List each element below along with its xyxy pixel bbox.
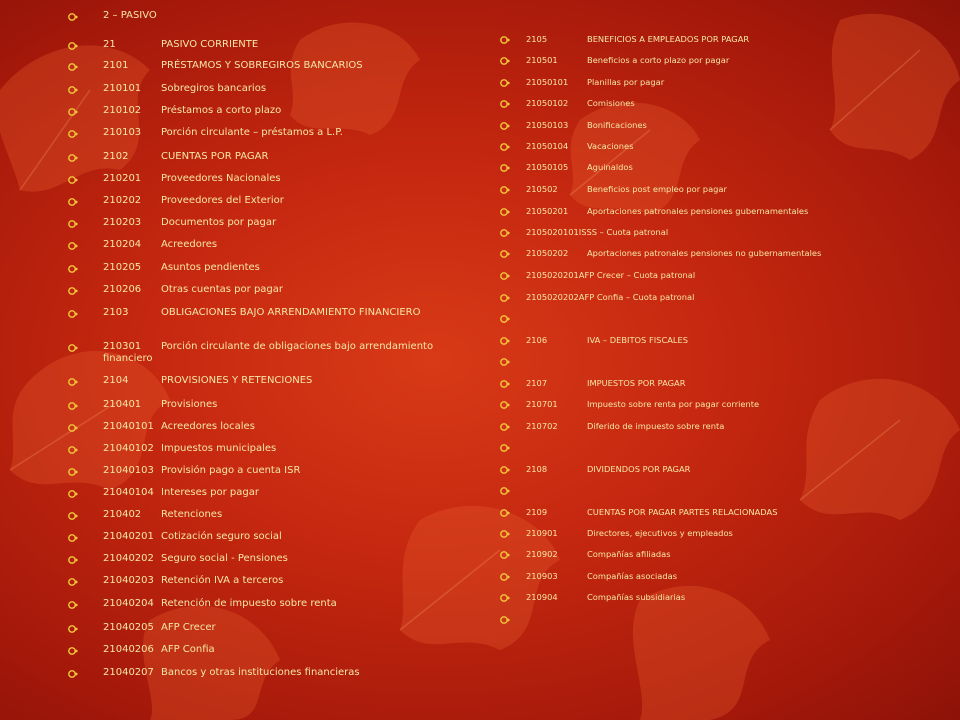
account-code: 210501 <box>526 55 558 65</box>
account-text <box>526 206 808 217</box>
account-text <box>103 575 283 587</box>
bullet-icon <box>68 533 80 543</box>
bullet-icon <box>68 241 80 251</box>
account-item <box>500 464 960 475</box>
bullet-icon <box>500 99 512 109</box>
account-code: 21040204 <box>103 598 154 609</box>
account-item <box>68 399 483 411</box>
account-item <box>68 487 483 499</box>
account-text <box>103 598 337 610</box>
account-code: 210701 <box>526 399 558 409</box>
account-item <box>500 270 960 281</box>
account-code: 21050104 <box>526 141 569 151</box>
account-text <box>103 399 217 411</box>
bullet-icon <box>500 185 512 195</box>
account-text <box>103 39 258 51</box>
account-item <box>500 141 960 152</box>
bullet-icon <box>500 508 512 518</box>
account-text <box>103 465 300 477</box>
account-code: 2107 <box>526 378 548 388</box>
account-label: Provisiones <box>161 399 218 410</box>
account-text <box>103 553 288 565</box>
account-text <box>526 248 821 259</box>
account-text <box>103 375 312 387</box>
account-item <box>68 151 483 163</box>
account-item <box>68 421 483 433</box>
account-text <box>103 217 276 229</box>
account-label: Retención de impuesto sobre renta <box>161 598 337 609</box>
account-code: 210901 <box>526 528 558 538</box>
bullet-icon <box>500 550 512 560</box>
account-code: 21040202 <box>103 553 154 564</box>
account-item <box>500 227 960 238</box>
account-item <box>68 644 483 656</box>
account-code: 2104 <box>103 375 129 386</box>
bullet-icon <box>68 423 80 433</box>
account-label: Porción circulante de obligaciones bajo arrendamiento financiero <box>103 341 434 364</box>
account-item <box>500 98 960 109</box>
bullet-icon <box>500 593 512 603</box>
account-label: Asuntos pendientes <box>161 262 260 273</box>
bullet-icon <box>500 572 512 582</box>
account-label: AFP Crecer – Cuota patronal <box>578 270 696 280</box>
account-text <box>526 528 733 539</box>
account-item <box>500 507 960 518</box>
bullet-icon <box>500 400 512 410</box>
account-item <box>500 549 960 560</box>
account-text <box>103 83 266 95</box>
account-item <box>68 173 483 185</box>
account-text <box>526 34 749 45</box>
account-text <box>526 184 727 195</box>
account-text <box>103 105 281 117</box>
bullet-icon <box>68 197 80 207</box>
account-code: 2101 <box>103 60 129 71</box>
account-text <box>103 341 483 365</box>
account-label: Directores, ejecutivos y empleados <box>587 528 733 538</box>
account-text <box>526 55 729 66</box>
account-item <box>68 531 483 543</box>
account-code: 2109 <box>526 507 548 517</box>
account-item <box>500 120 960 131</box>
account-text <box>103 60 363 72</box>
account-item <box>68 239 483 251</box>
bullet-icon <box>68 445 80 455</box>
bullet-icon <box>500 422 512 432</box>
account-label: Porción circulante – préstamos a L.P. <box>161 127 343 138</box>
account-text <box>526 270 695 281</box>
bullet-icon <box>68 286 80 296</box>
account-label: Impuesto sobre renta por pagar corriente <box>587 399 760 409</box>
account-text <box>526 507 777 518</box>
bullet-icon <box>68 511 80 521</box>
account-text <box>526 120 647 131</box>
account-code: 210206 <box>103 284 142 295</box>
account-text <box>526 141 633 152</box>
account-label: PRÉSTAMOS Y SOBREGIROS BANCARIOS <box>161 60 363 71</box>
account-code: 210402 <box>103 509 142 520</box>
account-text <box>526 98 635 109</box>
account-text <box>526 378 686 389</box>
account-label: Retenciones <box>161 509 223 520</box>
account-text <box>526 335 688 346</box>
account-label: Diferido de impuesto sobre renta <box>587 421 725 431</box>
account-label: PROVISIONES Y RETENCIONES <box>161 375 313 386</box>
account-item <box>500 335 960 346</box>
bullet-icon <box>500 336 512 346</box>
account-code: 21040206 <box>103 644 154 655</box>
account-item <box>68 39 483 51</box>
account-item <box>500 592 960 603</box>
account-item <box>68 553 483 565</box>
account-item <box>500 248 960 259</box>
bullet-icon <box>500 379 512 389</box>
account-code: 210102 <box>103 105 142 116</box>
account-code: 2108 <box>526 464 548 474</box>
account-item <box>68 127 483 139</box>
account-text <box>526 549 671 560</box>
account-code: 21050102 <box>526 98 569 108</box>
bullet-icon <box>68 600 80 610</box>
account-label: ISSS – Cuota patronal <box>578 227 669 237</box>
account-label: Comisiones <box>587 98 635 108</box>
account-label: Proveedores del Exterior <box>161 195 284 206</box>
account-text <box>526 77 664 88</box>
account-label: PASIVO CORRIENTE <box>161 39 259 50</box>
bullet-icon <box>68 219 80 229</box>
account-label: Bonificaciones <box>587 120 647 130</box>
account-code: 21050202 <box>526 248 569 258</box>
account-label: Cotización seguro social <box>161 531 282 542</box>
bullet-icon <box>500 314 512 324</box>
bullet-icon <box>500 529 512 539</box>
account-label: Retención IVA a terceros <box>161 575 284 586</box>
account-code: 210502 <box>526 184 558 194</box>
account-item <box>68 307 483 319</box>
bullet-icon <box>68 669 80 679</box>
bullet-icon <box>500 486 512 496</box>
account-label: Seguro social - Pensiones <box>161 553 288 564</box>
account-text <box>103 531 282 543</box>
account-text <box>103 487 259 499</box>
account-item <box>500 55 960 66</box>
bullet-icon <box>500 56 512 66</box>
account-text <box>103 421 255 433</box>
account-text <box>103 262 260 274</box>
bullet-icon <box>68 467 80 477</box>
account-label: Aportaciones patronales pensiones gubernamentales <box>587 206 809 216</box>
account-item <box>68 375 483 387</box>
account-label: Vacaciones <box>587 141 634 151</box>
account-code: 2105 <box>526 34 548 44</box>
account-code: 2102 <box>103 151 129 162</box>
account-label: Préstamos a corto plazo <box>161 105 282 116</box>
account-text <box>103 644 215 656</box>
account-label: Compañías subsidiarias <box>587 592 686 602</box>
account-code: 21 <box>103 39 116 50</box>
account-text <box>103 284 283 296</box>
account-item <box>500 571 960 582</box>
account-code: 21040103 <box>103 465 154 476</box>
bullet-icon <box>68 62 80 72</box>
account-item <box>68 598 483 610</box>
account-text <box>103 307 421 319</box>
account-text <box>526 592 685 603</box>
account-code: 210203 <box>103 217 142 228</box>
bullet-icon <box>68 489 80 499</box>
account-item <box>68 60 483 72</box>
bullet-icon <box>68 12 80 22</box>
bullet-icon <box>500 293 512 303</box>
bullet-icon <box>500 35 512 45</box>
bullet-icon <box>68 343 80 353</box>
account-item <box>68 509 483 521</box>
bullet-icon <box>68 646 80 656</box>
account-item <box>500 378 960 389</box>
account-code: 210205 <box>103 262 142 273</box>
account-text <box>526 399 759 410</box>
account-label: Bancos y otras instituciones financieras <box>161 667 360 678</box>
account-text <box>103 443 276 455</box>
account-item <box>68 217 483 229</box>
bullet-icon <box>68 153 80 163</box>
account-text <box>103 151 268 163</box>
account-label: Aportaciones patronales pensiones no gubernamentales <box>587 248 822 258</box>
bullet-icon <box>68 41 80 51</box>
bullet-icon <box>500 249 512 259</box>
account-code: 21040104 <box>103 487 154 498</box>
account-label: Proveedores Nacionales <box>161 173 281 184</box>
account-code: 210204 <box>103 239 142 250</box>
account-item <box>500 184 960 195</box>
bullet-icon <box>68 624 80 634</box>
account-item <box>500 77 960 88</box>
account-item <box>68 262 483 274</box>
bullet-icon <box>68 175 80 185</box>
bullet-icon <box>68 577 80 587</box>
account-label: IVA – DEBITOS FISCALES <box>587 335 689 345</box>
account-code: 2105020201 <box>526 270 579 280</box>
account-item <box>68 284 483 296</box>
account-text <box>526 292 694 303</box>
account-code: 21040101 <box>103 421 154 432</box>
account-code: 21050103 <box>526 120 569 130</box>
bullet-icon <box>500 465 512 475</box>
account-label: CUENTAS POR PAGAR PARTES RELACIONADAS <box>587 507 778 517</box>
account-label: AFP Confia – Cuota patronal <box>578 292 695 302</box>
account-item <box>500 528 960 539</box>
account-text <box>103 10 161 22</box>
account-text <box>103 622 216 634</box>
account-text <box>103 667 360 679</box>
account-code: 21050101 <box>526 77 569 87</box>
account-item <box>68 667 483 679</box>
account-code: 210301 <box>103 341 142 352</box>
account-label: Compañías asociadas <box>587 571 678 581</box>
account-item <box>68 465 483 477</box>
bullet-icon <box>68 85 80 95</box>
account-code: 210702 <box>526 421 558 431</box>
account-label: IMPUESTOS POR PAGAR <box>587 378 686 388</box>
account-text <box>103 509 222 521</box>
account-item <box>68 10 483 22</box>
account-code: 210101 <box>103 83 142 94</box>
account-item <box>68 575 483 587</box>
bullet-icon <box>68 401 80 411</box>
account-item <box>500 162 960 173</box>
account-label: CUENTAS POR PAGAR <box>161 151 269 162</box>
account-code: 21040205 <box>103 622 154 633</box>
account-text <box>526 162 633 173</box>
account-item <box>500 421 960 432</box>
account-code: 21040102 <box>103 443 154 454</box>
account-text <box>526 571 677 582</box>
account-label: Sobregiros bancarios <box>161 83 267 94</box>
account-code: 21050201 <box>526 206 569 216</box>
account-code: 210103 <box>103 127 142 138</box>
account-item <box>68 195 483 207</box>
bullet-icon <box>500 357 512 367</box>
account-code: 21040203 <box>103 575 154 586</box>
account-code: 2 – PASIVO <box>103 10 157 21</box>
bullet-icon <box>68 555 80 565</box>
account-item <box>68 105 483 117</box>
account-item <box>500 292 960 303</box>
bullet-icon <box>500 78 512 88</box>
account-label: Provisión pago a cuenta ISR <box>161 465 301 476</box>
account-label: Otras cuentas por pagar <box>161 284 284 295</box>
account-code: 210202 <box>103 195 142 206</box>
account-text <box>103 239 217 251</box>
account-item <box>500 206 960 217</box>
account-label: Documentos por pagar <box>161 217 277 228</box>
account-code: 2106 <box>526 335 548 345</box>
account-label: Acreedores <box>161 239 218 250</box>
bullet-icon <box>500 228 512 238</box>
bullet-icon <box>500 121 512 131</box>
account-code: 21040207 <box>103 667 154 678</box>
account-code: 2103 <box>103 307 129 318</box>
account-label: BENEFICIOS A EMPLEADOS POR PAGAR <box>587 34 750 44</box>
account-item <box>68 341 483 365</box>
account-item <box>68 83 483 95</box>
account-label: Compañías afiliadas <box>587 549 671 559</box>
account-item <box>500 399 960 410</box>
bullet-icon <box>500 271 512 281</box>
account-label: Intereses por pagar <box>161 487 259 498</box>
bullet-icon <box>500 615 512 625</box>
account-code: 21050105 <box>526 162 569 172</box>
account-text <box>526 421 724 432</box>
account-label: AFP Crecer <box>161 622 216 633</box>
account-label: DIVIDENDOS POR PAGAR <box>587 464 691 474</box>
account-label: AFP Confia <box>161 644 215 655</box>
account-item <box>68 622 483 634</box>
account-code: 210904 <box>526 592 558 602</box>
account-text <box>103 195 284 207</box>
account-label: Acreedores locales <box>161 421 255 432</box>
account-label: OBLIGACIONES BAJO ARRENDAMIENTO FINANCIERO <box>161 307 421 318</box>
account-code: 21040201 <box>103 531 154 542</box>
account-code: 2105020202 <box>526 292 579 302</box>
account-label: Beneficios a corto plazo por pagar <box>587 55 730 65</box>
account-text <box>103 173 281 185</box>
account-label: Impuestos municipales <box>161 443 277 454</box>
bullet-icon <box>500 142 512 152</box>
account-item <box>500 34 960 45</box>
account-item <box>68 443 483 455</box>
bullet-icon <box>500 207 512 217</box>
bullet-icon <box>68 107 80 117</box>
bullet-icon <box>68 129 80 139</box>
account-label: Beneficios post empleo por pagar <box>587 184 727 194</box>
bullet-icon <box>68 309 80 319</box>
bullet-icon <box>500 163 512 173</box>
account-label: Planillas por pagar <box>587 77 665 87</box>
bullet-icon <box>68 377 80 387</box>
account-text <box>526 464 690 475</box>
account-code: 210401 <box>103 399 142 410</box>
account-code: 210902 <box>526 549 558 559</box>
account-code: 2105020101 <box>526 227 579 237</box>
account-code: 210201 <box>103 173 142 184</box>
bullet-icon <box>500 443 512 453</box>
account-text <box>103 127 343 139</box>
bullet-icon <box>68 264 80 274</box>
account-label: Aguinaldos <box>587 162 633 172</box>
account-text <box>526 227 668 238</box>
account-code: 210903 <box>526 571 558 581</box>
